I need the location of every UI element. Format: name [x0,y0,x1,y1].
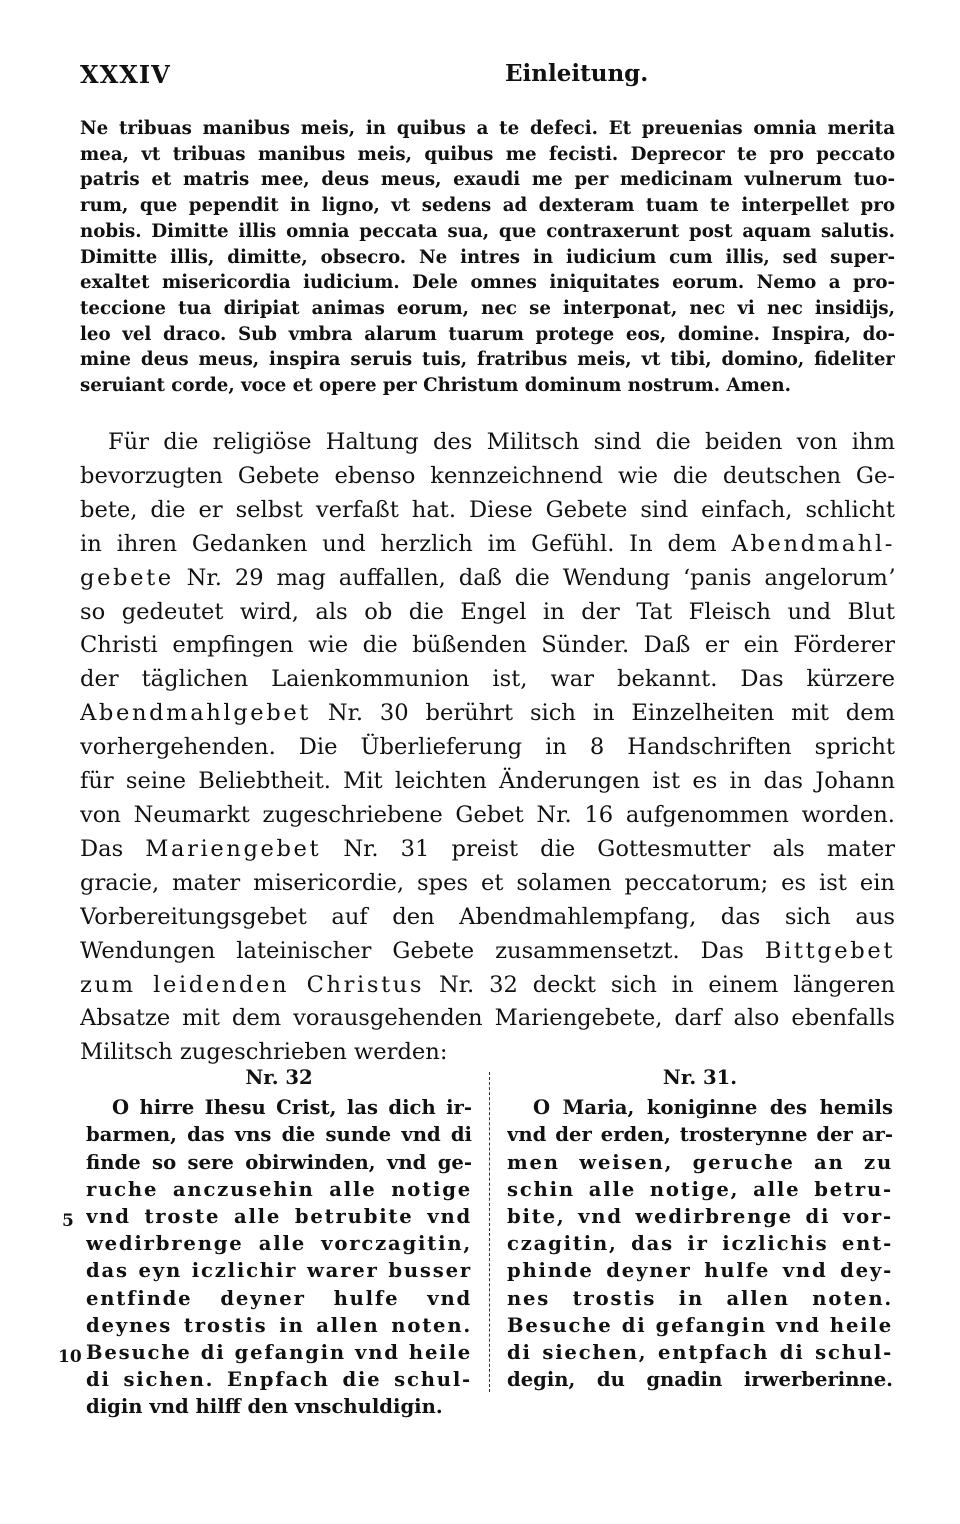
prayer-nr-31-column [507,1064,893,1393]
column-line: czagitin, das ir iczlichis ent- [507,1232,893,1256]
column-line: O hirre Ihesu Crist, las dich ir- [112,1096,472,1120]
column-line: finde so sere obirwinden, vnd ge- [86,1150,472,1174]
german-commentary [80,426,895,1070]
column-heading: Nr. 32 [245,1066,313,1089]
german-line: für seine Beliebtheit. Mit leichten Änderungen ist es in das Johann [80,768,895,795]
line-number-10: 10 [58,1347,82,1367]
spaced-term: Bittgebet [764,937,895,964]
latin-line: mine deus meus, inspira seruis tuis, fratribus meis, vt tibi, domino, fideliter [80,349,895,371]
german-line: bete, die er selbst verfaßt hat. Diese Gebete sind einfach, schlicht [80,496,895,523]
latin-line: Ne tribuas manibus meis, in quibus a te defeci. Et preuenias omnia merita [80,118,895,139]
german-line [80,833,895,867]
german-line: Absatze mit dem vorausgehenden Mariengebete, darf also ebenfalls [80,1005,895,1032]
spaced-term: Mariengebet [145,835,322,862]
german-line: Christi empfingen wie die büßenden Sünder. Daß er ein Förderer [80,632,895,659]
german-text: Nr. 31 preist die Gottesmutter als mater [343,835,895,862]
german-text: Nr. 30 berührt sich in Einzelheiten mit dem [327,700,895,727]
german-line: gracie, mater misericordie, spes et solamen peccatorum; es ist ein [80,869,895,896]
spaced-term: Abendmahlgebet [80,700,311,727]
german-text: Nr. 29 mag auffallen, daß die Wendung ʻpanis angelorumʼ [186,564,895,591]
german-line: so gedeutet wird, als ob die Engel in der Tat Fleisch und Blut [80,598,895,625]
column-line: vnd der erden, trosterynne der ar- [507,1123,893,1147]
column-line: entfinde deyner hulfe vnd [86,1286,472,1310]
latin-line: Dimitte illis, dimitte, obsecro. Ne intres in iudicium cum illis, sed super- [80,246,895,268]
column-line: wedirbrenge alle vorczagitin, [86,1232,472,1256]
latin-line: seruiant corde, voce et opere per Christum dominum nostrum. Amen. [80,375,791,397]
spaced-term: gebete [80,564,174,591]
latin-line: leo vel draco. Sub vmbra alarum tuarum protege eos, domine. Inspira, do- [80,323,895,345]
column-line: Besuche di gefangin vnd heile [86,1341,472,1365]
german-line: der täglichen Laienkommunion ist, war bekannt. Das kürzere [80,666,895,693]
column-line: ruche anczusehin alle notige [86,1177,472,1201]
latin-line: teccione tua diripiat animas eorum, nec se interponat, nec vi nec insidijs, [80,297,895,319]
running-header [80,60,900,96]
latin-prayer-text [80,116,895,399]
german-line: Vorbereitungsgebet auf den Abendmahlempfang, das sich aus [80,903,895,930]
german-line [80,697,895,731]
latin-line: rum, que pependit in ligno, vt sedens ad dexteram tuam te interpellet pro [80,195,895,217]
column-heading: Nr. 31. [662,1066,738,1089]
latin-line: nobis. Dimitte illis omnia peccata sua, que contraxerunt post aquam salutis. [80,220,895,242]
column-line: O Maria, koniginne des hemils [533,1096,893,1120]
german-line [80,562,895,596]
page-number: XXXIV [80,60,171,89]
column-line: barmen, das vns die sunde vnd di [86,1123,472,1147]
column-line: phinde deyner hulfe vnd dey- [507,1259,893,1283]
column-line: vnd troste alle betrubite vnd [86,1205,472,1229]
column-divider [489,1072,490,1392]
prayer-nr-32-column [86,1064,472,1421]
latin-line: mea, vt tribuas manibus meis, quibus me fecisti. Deprecor te pro peccato [80,143,895,165]
column-line: digin vnd hilff den vnschuldigin. [86,1395,443,1419]
german-text: in ihren Gedanken und herzlich im Gefühl. In dem [80,530,717,557]
spaced-term: Abendmahl- [731,530,895,557]
column-line: di sichen. Enpfach die schul- [86,1368,472,1392]
running-title: Einleitung. [505,60,649,87]
column-line: deynes trostis in allen noten. [86,1313,472,1337]
german-text: Das [80,835,124,862]
german-line: Militsch zugeschrieben werden: [80,1039,448,1066]
spaced-term: zum leidenden Christus [80,971,425,998]
german-line: bevorzugten Gebete ebenso kennzeichnend wie die deutschen Ge- [80,462,895,489]
line-number-5: 5 [62,1211,74,1231]
column-line: di siechen, entpfach di schul- [507,1341,893,1365]
column-line: schin alle notige, alle betru- [507,1177,893,1201]
german-line [80,528,895,562]
latin-line: patris et matris mee, deus meus, exaudi me per medicinam vulnerum tuo- [80,169,895,191]
column-line: bite, vnd wedirbrenge di vor- [507,1205,893,1229]
german-line: von Neumarkt zugeschriebene Gebet Nr. 16 aufgenommen worden. [80,801,895,828]
column-line: Besuche di gefangin vnd heile [507,1313,893,1337]
german-line: Für die religiöse Haltung des Militsch sind die beiden von ihm [108,429,895,455]
german-text: Wendungen lateinischer Gebete zusammensetzt. Das [80,937,744,964]
column-line: degin, du gnadin irwerberinne. [507,1368,893,1392]
german-line [80,969,895,1003]
column-line: nes trostis in allen noten. [507,1286,893,1310]
german-text: Nr. 32 deckt sich in einem längeren [438,971,895,998]
column-line: das eyn iczlichir warer busser [86,1259,472,1283]
latin-line: exaltet misericordia iudicium. Dele omnes iniquitates eorum. Nemo a pro- [80,272,895,294]
column-line: men weisen, geruche an zu [507,1150,893,1174]
german-line: vorhergehenden. Die Überlieferung in 8 Handschriften spricht [80,734,895,761]
german-line [80,935,895,969]
